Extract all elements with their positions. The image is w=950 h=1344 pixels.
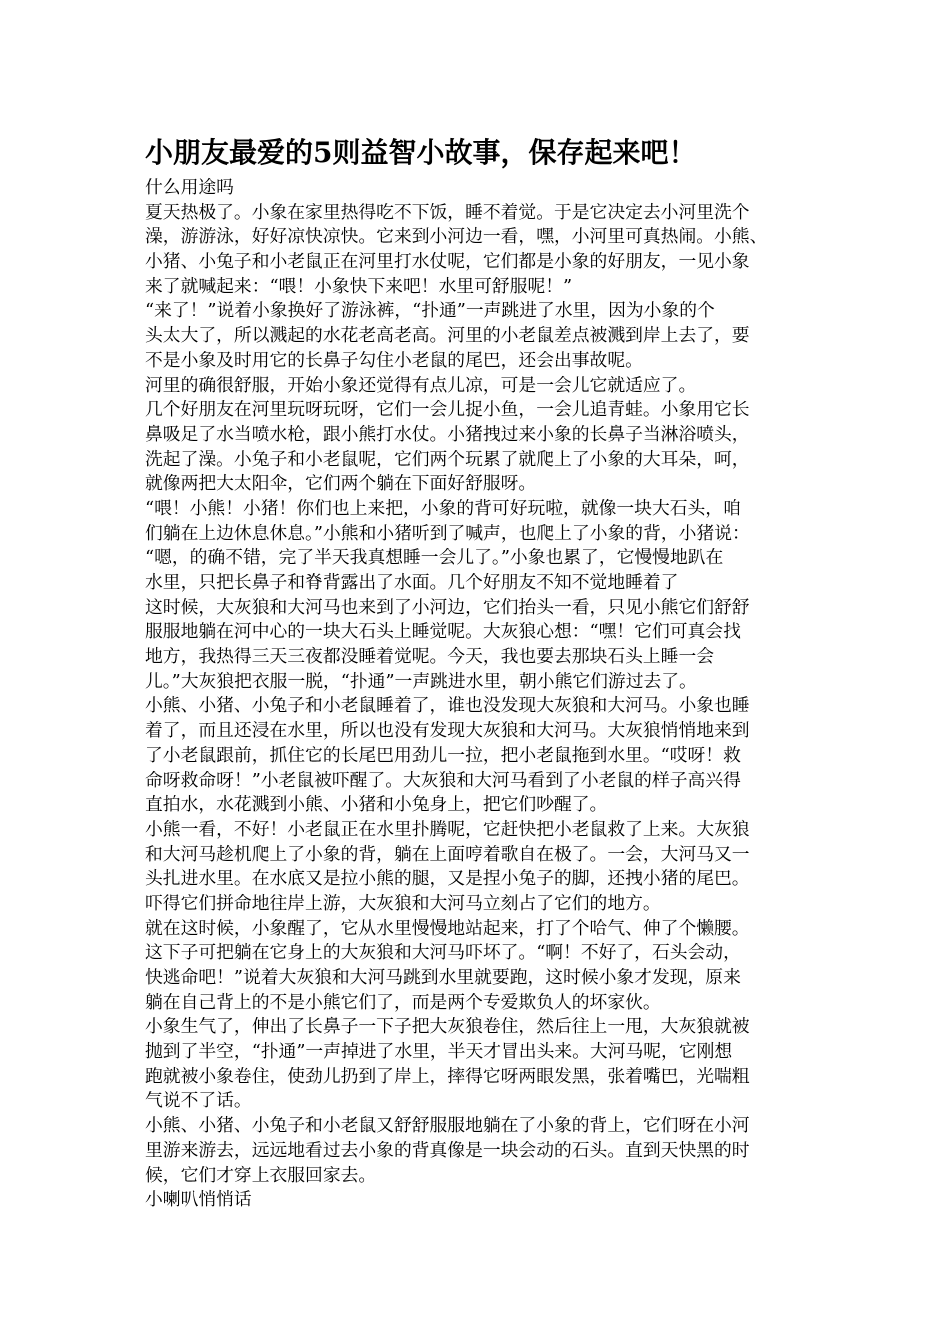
text-line: 河里的确很舒服，开始小象还觉得有点儿凉，可是一会儿它就适应了。 [145,374,697,396]
document-title: 小朋友最爱的5则益智小故事，保存起来吧！ [145,136,697,169]
text-line: 鼻吸足了水当喷水枪，跟小熊打水仗。小猪拽过来小象的长鼻子当淋浴喷头， [145,423,750,445]
text-line: 小喇叭悄悄话 [145,1189,252,1211]
text-line: 小象生气了，伸出了长鼻子一下子把大灰狼卷住，然后往上一甩，大灰狼就被 [145,1016,750,1038]
text-line: 快逃命吧！”说着大灰狼和大河马跳到水里就要跑，这时候小象才发现，原来 [145,967,741,988]
text-line: 直拍水，水花溅到小熊、小猪和小兔身上，把它们吵醒了。 [145,794,608,816]
text-line: 小熊、小猪、小兔子和小老鼠又舒舒服服地躺在了小象的背上，它们呀在小河 [145,1115,750,1137]
text-line: 水里，只把长鼻子和脊背露出了水面。几个好朋友不知不觉地睡着了 [145,572,679,593]
text-line: 这下子可把躺在它身上的大灰狼和大河马吓坏了。“啊！不好了，石头会动， [145,942,741,964]
text-line: 头扎进水里。在水底又是拉小熊的腿，又是捏小兔子的脚，还拽小猪的尾巴。 [145,868,750,890]
text-line: 吓得它们拼命地往岸上游，大灰狼和大河马立刻占了它们的地方。 [145,892,661,914]
text-line: 小猪、小兔子和小老鼠正在河里打水仗呢，它们都是小象的好朋友，一见小象 [145,251,750,273]
text-line: 气说不了话。 [145,1090,252,1112]
text-line: 几个好朋友在河里玩呀玩呀，它们一会儿捉小鱼，一会儿追青蛙。小象用它长 [145,399,750,421]
text-line: 躺在自己背上的不是小熊它们了，而是两个专爱欺负人的坏家伙。 [145,991,661,1013]
text-line: 夏天热极了。小象在家里热得吃不下饭，睡不着觉。于是它决定去小河里洗个 [145,201,750,223]
text-line: 服服地躺在河中心的一块大石头上睡觉呢。大灰狼心想：“嘿！它们可真会找 [145,621,741,643]
text-line: “喂！小熊！小猪！你们也上来把，小象的背可好玩啦，就像一块大石头，咱 [145,497,741,519]
text-line: 就在这时候，小象醒了，它从水里慢慢地站起来，打了个哈气、伸了个懒腰。 [145,917,750,939]
text-line: 什么用途吗 [145,177,234,198]
text-line: 就像两把大太阳伞，它们两个躺在下面好舒服呀。 [145,473,537,495]
text-line: “嗯，的确不错，完了半天我真想睡一会儿了。”小象也累了，它慢慢地趴在 [145,547,724,569]
text-line: “来了！”说着小象换好了游泳裤，“扑通”一声跳进了水里，因为小象的个 [145,300,715,322]
text-line: 小熊、小猪、小兔子和小老鼠睡着了，谁也没发现大灰狼和大河马。小象也睡 [145,695,750,717]
text-line: 们躺在上边休息休息。”小熊和小猪听到了喊声，也爬上了小象的背，小猪说： [145,522,750,544]
text-line: 洗起了澡。小兔子和小老鼠呢，它们两个玩累了就爬上了小象的大耳朵，呵， [145,448,750,470]
text-line: 不是小象及时用它的长鼻子勾住小老鼠的尾巴，还会出事故呢。 [145,349,643,371]
text-line: 和大河马趁机爬上了小象的背，躺在上面哼着歌自在极了。一会，大河马又一 [145,843,750,865]
text-line: 跑就被小象卷住，使劲儿扔到了岸上，摔得它呀两眼发黑，张着嘴巴，光喘粗 [145,1065,750,1087]
text-line: 小熊一看，不好！小老鼠正在水里扑腾呢，它赶快把小老鼠救了上来。大灰狼 [145,818,750,840]
text-line: 地方，我热得三天三夜都没睡着觉呢。今天，我也要去那块石头上睡一会 [145,646,715,668]
document-body [145,176,805,1213]
document-page [145,134,805,1213]
text-line: 了小老鼠跟前，抓住它的长尾巴用劲儿一拉，把小老鼠拖到水里。“哎呀！救 [145,744,741,766]
text-line: 抛到了半空，“扑通”一声掉进了水里，半天才冒出头来。大河马呢，它刚想 [145,1041,733,1063]
text-line: 这时候，大灰狼和大河马也来到了小河边，它们抬头一看，只见小熊它们舒舒 [145,596,750,618]
text-line: 澡，游游泳，好好凉快凉快。它来到小河边一看，嘿，小河里可真热闹。小熊、 [145,226,768,248]
text-line: 候，它们才穿上衣服回家去。 [145,1164,377,1186]
text-line: 里游来游去，远远地看过去小象的背真像是一块会动的石头。直到天快黑的时 [145,1139,750,1161]
text-line: 着了，而且还浸在水里，所以也没有发现大灰狼和大河马。大灰狼悄悄地来到 [145,720,750,742]
text-line: 命呀救命呀！”小老鼠被吓醒了。大灰狼和大河马看到了小老鼠的样子高兴得 [145,769,741,791]
text-line: 头太大了，所以溅起的水花老高老高。河里的小老鼠差点被溅到岸上去了，要 [145,325,750,347]
text-line: 来了就喊起来：“喂！小象快下来吧！水里可舒服呢！” [145,275,573,297]
text-line: 儿。”大灰狼把衣服一脱，“扑通”一声跳进水里，朝小熊它们游过去了。 [145,670,697,692]
